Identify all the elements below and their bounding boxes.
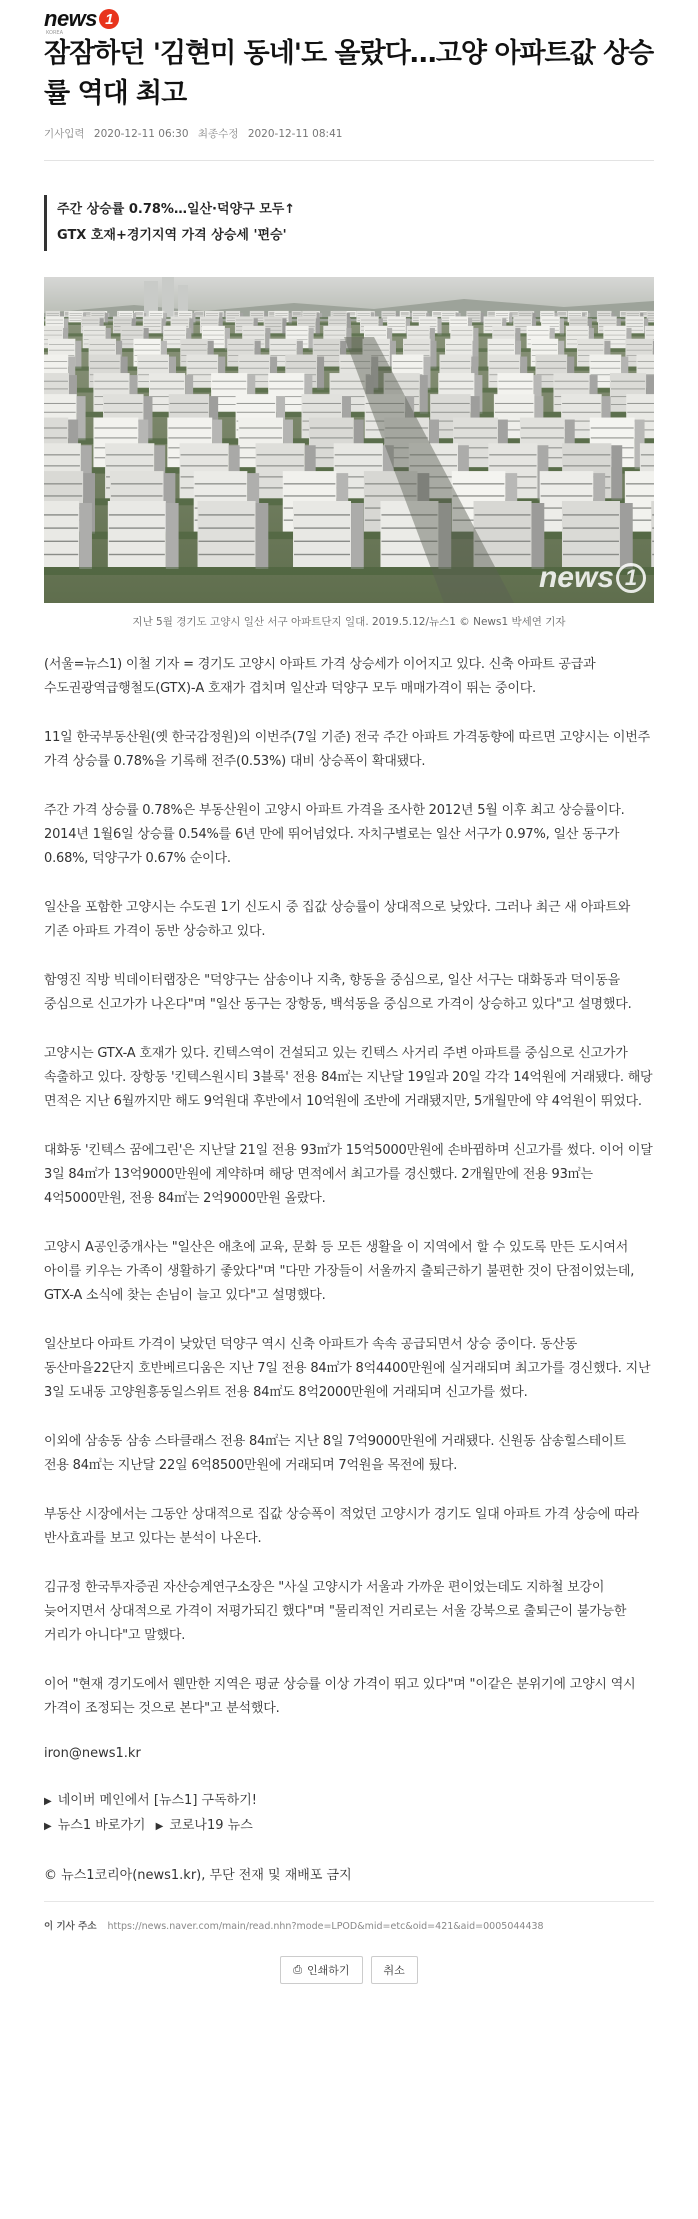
article-meta (44, 126, 654, 146)
cancel-label: 취소 (383, 1964, 405, 1977)
url-label: 이 기사 주소 (44, 1921, 97, 1932)
article-url-bar (44, 1901, 654, 1932)
body-paragraph: 김규정 한국투자증권 자산승계연구소장은 "사실 고양시가 서울과 가까운 편이었는데도 지하철 보강이 늦어지면서 상대적으로 가격이 저평가되긴 했다"며 "물리적인 거리로는 서울 강북으로 출퇴근이 불가능한 거리가 아니다"고 말했다. (44, 1580, 627, 1643)
body-paragraph: 함영진 직방 빅데이터랩장은 "덕양구는 삼송이나 지축, 향동을 중심으로, 일산 서구는 대화동과 덕이동을 중심으로 신고가가 나온다"며 "일산 동구는 장항동, 백석동을 중심으로 가격이 상승하고 있다"고 설명했다. (44, 973, 632, 1012)
published-date: 2020-12-11 06:30 (93, 128, 189, 140)
body-paragraph: 일산보다 아파트 가격이 낮았던 덕양구 역시 신축 아파트가 속속 공급되면서 상승 중이다. 동산동 동산마을22단지 호반베르디움은 지난 7일 전용 84㎡가 8억4400만원에 실거래되며 최고가를 경신했다. 지난 3일 도내동 고양원흥동일스위트 전용 84㎡도 8억2000만원에 거래되며 신고가를 썼다. (44, 1337, 651, 1400)
body-paragraph: 고양시는 GTX-A 호재가 있다. 킨텍스역이 건설되고 있는 킨텍스 사거리 주변 아파트를 중심으로 신고가가 속출하고 있다. 장항동 '킨텍스원시티 3블록' 전용 84㎡는 지난달 19일과 20일 각각 14억원에 거래됐다. 해당 면적은 지난 6월까지만 해도 9억원대 후반에서 10억원에 조반에 거래됐지만, 5개월만에 약 4억원이 뛰었다. (44, 1046, 653, 1109)
cancel-button[interactable] (371, 1956, 418, 1984)
reporter-email[interactable]: iron@news1.kr (44, 1746, 141, 1761)
triangle-right-icon: ▶ (155, 1821, 164, 1832)
body-paragraph: 11일 한국부동산원(옛 한국감정원)의 이번주(7일 기준) 전국 주간 아파트 가격동향에 따르면 고양시는 이번주 가격 상승률 0.78%을 기록해 전주(0.53%) 대비 상승폭이 확대됐다. (44, 730, 650, 769)
shortcut-links-row (44, 1814, 654, 1839)
photo-watermark (539, 561, 646, 595)
body-paragraph: 주간 가격 상승률 0.78%은 부동산원이 고양시 아파트 가격을 조사한 2012년 5월 이후 최고 상승률이다. 2014년 1월6일 상승률 0.54%를 6년 만에 뛰어넘었다. 자치구별로는 일산 서구가 0.97%, 일산 동구가 0.68%, 덕양구가 0.67% 순이다. (44, 803, 625, 866)
body-paragraph: (서울=뉴스1) 이철 기자 = 경기도 고양시 아파트 가격 상승세가 이어지고 있다. 신축 아파트 공급과 수도권광역급행철도(GTX)-A 호재가 겹치며 일산과 덕양구 모두 매매가격이 뛰는 중이다. (44, 657, 596, 696)
logo-mark: 1 (99, 9, 119, 29)
subscribe-link[interactable]: 네이버 메인에서 [뉴스1] 구독하기! (57, 1793, 257, 1808)
body-paragraph: 일산을 포함한 고양시는 수도권 1기 신도시 중 집값 상승률이 상대적으로 낮았다. 그러나 최근 새 아파트와 기존 아파트 가격이 동반 상승하고 있다. (44, 900, 631, 939)
body-paragraph: 부동산 시장에서는 그동안 상대적으로 집값 상승폭이 적었던 고양시가 경기도 일대 아파트 가격 상승에 따라 반사효과를 보고 있다는 분석이 나온다. (44, 1507, 639, 1546)
copyright-notice: © 뉴스1코리아(news1.kr), 무단 전재 및 재배포 금지 (44, 1868, 352, 1883)
printer-icon: ⎙ (293, 1963, 303, 1976)
modified-label: 최종수정 (197, 128, 239, 140)
print-label: 인쇄하기 (307, 1964, 350, 1977)
modified-date: 2020-12-11 08:41 (247, 128, 343, 140)
article-body (44, 653, 654, 1721)
print-button[interactable] (280, 1956, 362, 1984)
article-url[interactable]: https://news.naver.com/main/read.nhn?mode=LPOD&mid=etc&oid=421&aid=0005044438 (107, 1921, 544, 1932)
article-summary (44, 195, 654, 251)
logo-sub: KOREA (46, 30, 63, 36)
subscribe-link-row (44, 1789, 654, 1814)
article-photo (44, 277, 654, 603)
body-paragraph: 고양시 A공인중개사는 "일산은 애초에 교육, 문화 등 모든 생활을 이 지역에서 할 수 있도록 만든 도시여서 아이를 키우는 가족이 생활하기 좋았다"며 "다만 가장들이 서울까지 출퇴근하기 불편한 것이 단점이었는데, GTX-A 소식에 찾는 손님이 늘고 있다"고 설명했다. (44, 1240, 635, 1303)
article-title: 잠잠하던 '김현미 동네'도 올랐다…고양 아파트값 상승률 역대 최고 (44, 38, 654, 109)
watermark-text: news (538, 561, 614, 594)
body-paragraph: 이외에 삼송동 삼송 스타클래스 전용 84㎡는 지난 8일 7억9000만원에 거래됐다. 신원동 삼송힐스테이트 전용 84㎡는 지난달 22일 6억8500만원에 거래되며 7억원을 목전에 뒀다. (44, 1434, 626, 1473)
watermark-mark: 1 (616, 563, 646, 593)
summary-line: GTX 호재+경기지역 가격 상승세 '편승' (57, 228, 287, 243)
news1-link[interactable]: 뉴스1 바로가기 (57, 1818, 146, 1833)
title-divider (44, 160, 654, 161)
body-paragraph: 이어 "현재 경기도에서 웬만한 지역은 평균 상승률 이상 가격이 뛰고 있다"며 "이같은 분위기에 고양시 역시 가격이 조정되는 것으로 본다"고 분석했다. (44, 1677, 636, 1716)
logo-row (44, 0, 654, 36)
apartment-aerial-image (44, 277, 654, 603)
action-buttons (44, 1956, 654, 2014)
photo-caption: 지난 5월 경기도 고양시 일산 서구 아파트단지 일대. 2019.5.12/뉴스1 © News1 박세연 기자 (132, 616, 566, 628)
logo-text: news (44, 6, 98, 31)
news1-logo[interactable] (44, 6, 119, 32)
triangle-right-icon: ▶ (44, 1821, 52, 1832)
triangle-right-icon: ▶ (44, 1796, 52, 1807)
corona-link[interactable]: 코로나19 뉴스 (169, 1818, 253, 1833)
footer-links (44, 1789, 654, 1839)
summary-line: 주간 상승률 0.78%…일산·덕양구 모두↑ (57, 202, 296, 217)
body-paragraph: 대화동 '킨텍스 꿈에그린'은 지난달 21일 전용 93㎡가 15억5000만원에 손바뀜하며 신고가를 썼다. 이어 이달 3일 84㎡가 13억9000만원에 계약하며 해당 면적에서 최고가를 경신했다. 2개월만에 전용 93㎡는 4억5000만원, 전용 84㎡는 2억9000만원 올랐다. (44, 1143, 653, 1206)
published-label: 기사입력 (44, 128, 85, 140)
